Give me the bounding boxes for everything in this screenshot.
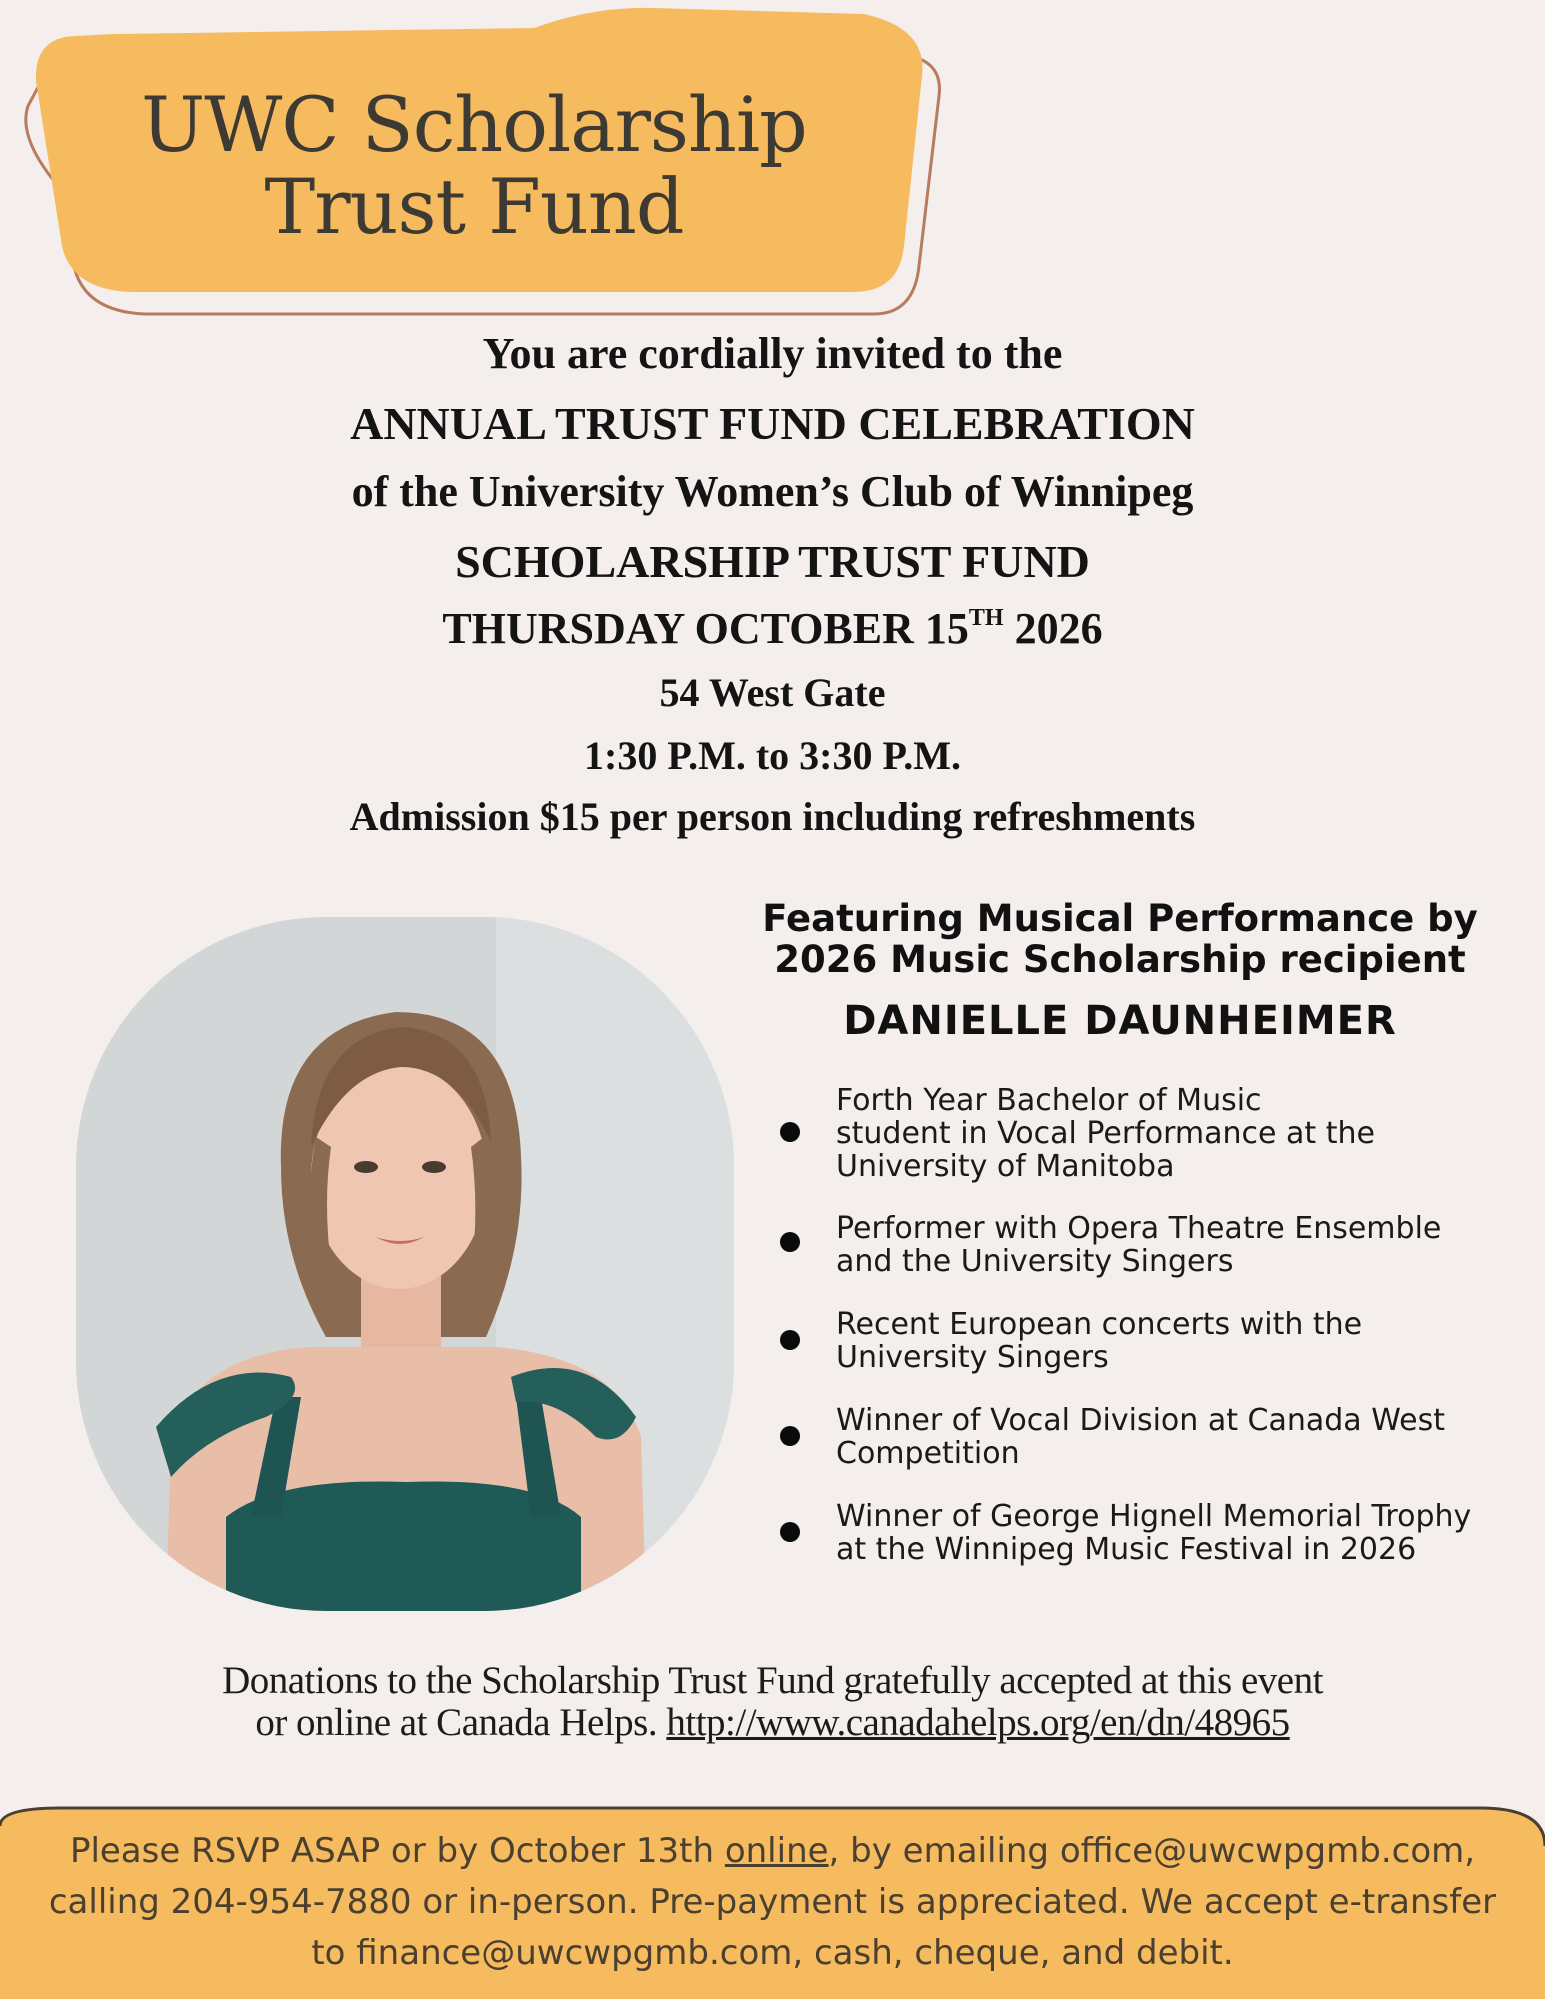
rsvp-line-2: calling 204-954-7880 or in-person. Pre-payment is appreciated. We accept e-transfer: [48, 1882, 1497, 1922]
feature-line-2: 2026 Music Scholarship recipient: [774, 938, 1466, 981]
rsvp-online-link[interactable]: online: [724, 1831, 829, 1871]
feature-heading: [760, 898, 1480, 980]
bullet-icon: [780, 1232, 800, 1252]
event-name: ANNUAL TRUST FUND CELEBRATION: [350, 398, 1195, 449]
invite-line-3: of the University Women’s Club of Winnipeg: [351, 467, 1194, 516]
bullet-text: student in Vocal Performance at the: [836, 1116, 1375, 1151]
bullet-text: Performer with Opera Theatre Ensemble: [836, 1211, 1442, 1246]
event-date-main: THURSDAY OCTOBER 15: [442, 604, 969, 653]
bullet-text: University Singers: [836, 1340, 1109, 1375]
bullet-text: Recent European concerts with the: [836, 1307, 1363, 1342]
page-title: [34, 80, 914, 251]
rsvp-line-1-end: , by emailing office@uwcwpgmb.com,: [828, 1831, 1476, 1871]
rsvp-text: [20, 1826, 1525, 1979]
title-line-2: Trust Fund: [264, 162, 684, 251]
invite-line-4: SCHOLARSHIP TRUST FUND: [455, 536, 1090, 587]
bullet-icon: [780, 1122, 800, 1142]
invite-line-1: You are cordially invited to the: [482, 329, 1063, 378]
bullet-text: Forth Year Bachelor of Music: [836, 1083, 1262, 1118]
rsvp-line-3: to finance@uwcwpgmb.com, cash, cheque, and debit.: [311, 1933, 1234, 1973]
bullet-text: and the University Singers: [836, 1244, 1234, 1279]
performer-name: DANIELLE DAUNHEIMER: [843, 998, 1397, 1044]
rsvp-footer: [0, 1806, 1545, 1999]
event-date-year: 2026: [1003, 604, 1103, 653]
event-time: 1:30 P.M. to 3:30 P.M.: [584, 733, 961, 778]
bullet-icon: [780, 1522, 800, 1542]
donation-link[interactable]: http://www.canadahelps.org/en/dn/48965: [666, 1701, 1290, 1744]
event-address: 54 West Gate: [659, 670, 886, 715]
donations-note: [0, 1660, 1545, 1744]
bullet-text: Winner of George Hignell Memorial Trophy: [836, 1499, 1472, 1534]
bullet-icon: [780, 1330, 800, 1350]
feature-line-1: Featuring Musical Performance by: [762, 897, 1478, 940]
title-line-1: UWC Scholarship: [141, 80, 807, 169]
event-date: [0, 603, 1545, 654]
bullet-text: Winner of Vocal Division at Canada West: [836, 1403, 1445, 1438]
performer-photo: [76, 917, 734, 1611]
bullet-text: at the Winnipeg Music Festival in 2026: [836, 1532, 1417, 1567]
event-admission: Admission $15 per person including refreshments: [349, 794, 1196, 839]
donations-line-1: Donations to the Scholarship Trust Fund gratefully accepted at this event: [222, 1659, 1323, 1702]
event-date-suffix: TH: [968, 605, 1004, 631]
title-badge: [14, 6, 944, 324]
bullet-text: Competition: [836, 1436, 1020, 1471]
donations-line-2: or online at Canada Helps.: [255, 1701, 667, 1744]
bullet-icon: [780, 1426, 800, 1446]
bullet-text: University of Manitoba: [836, 1149, 1175, 1184]
rsvp-line-1: Please RSVP ASAP or by October 13th: [69, 1831, 725, 1871]
